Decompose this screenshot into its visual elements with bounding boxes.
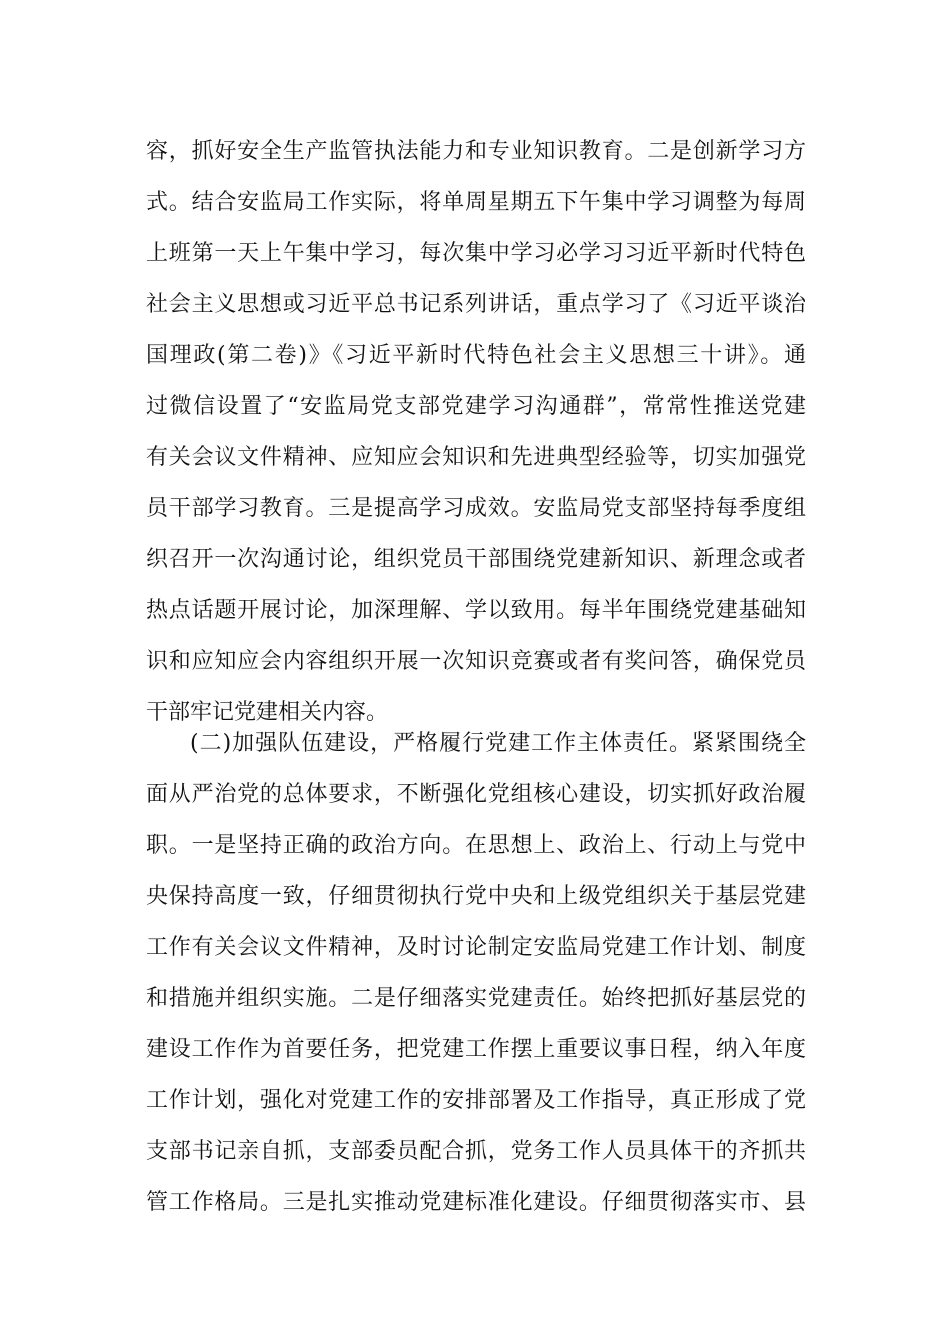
text-line: 识和应知应会内容组织开展一次知识竞赛或者有奖问答，确保党员 (146, 649, 806, 674)
text-line: 工作有关会议文件精神，及时讨论制定安监局党建工作计划、制度 (146, 935, 806, 960)
text-line: 热点话题开展讨论，加深理解、学以致用。每半年围绕党建基础知 (146, 598, 806, 623)
text-line: 支部书记亲自抓，支部委员配合抓，党务工作人员具体干的齐抓共 (146, 1139, 806, 1164)
text-line: 容，抓好安全生产监管执法能力和专业知识教育。二是创新学习方 (146, 139, 806, 164)
paragraph-1 (146, 126, 806, 738)
text-line: 职。一是坚持正确的政治方向。在思想上、政治上、行动上与党中 (146, 833, 806, 858)
text-line: 国理政(第二卷)》《习近平新时代特色社会主义思想三十讲》。通 (146, 343, 806, 368)
text-line: 面从严治党的总体要求，不断强化党组核心建设，切实抓好政治履 (146, 782, 806, 807)
text-line: 上班第一天上午集中学习，每次集中学习必学习习近平新时代特色 (146, 241, 806, 266)
text-line: (二)加强队伍建设，严格履行党建工作主体责任。紧紧围绕全 (190, 731, 806, 756)
text-line: 和措施并组织实施。二是仔细落实党建责任。始终把抓好基层党的 (146, 986, 806, 1011)
paragraph-2 (146, 718, 806, 1228)
text-line: 过微信设置了“安监局党支部党建学习沟通群”，常常性推送党建 (146, 394, 806, 419)
text-line: 社会主义思想或习近平总书记系列讲话，重点学习了《习近平谈治 (146, 292, 806, 317)
text-line: 有关会议文件精神、应知应会知识和先进典型经验等，切实加强党 (146, 445, 806, 470)
text-line: 工作计划，强化对党建工作的安排部署及工作指导，真正形成了党 (146, 1088, 806, 1113)
text-line: 式。结合安监局工作实际，将单周星期五下午集中学习调整为每周 (146, 190, 806, 215)
text-line: 员干部学习教育。三是提高学习成效。安监局党支部坚持每季度组 (146, 496, 806, 521)
text-line: 干部牢记党建相关内容。 (146, 700, 389, 725)
text-line: 管工作格局。三是扎实推动党建标准化建设。仔细贯彻落实市、县 (146, 1190, 806, 1215)
text-line: 建设工作作为首要任务，把党建工作摆上重要议事日程，纳入年度 (146, 1037, 806, 1062)
text-line: 央保持高度一致，仔细贯彻执行党中央和上级党组织关于基层党建 (146, 884, 806, 909)
text-line: 织召开一次沟通讨论，组织党员干部围绕党建新知识、新理念或者 (146, 547, 806, 572)
